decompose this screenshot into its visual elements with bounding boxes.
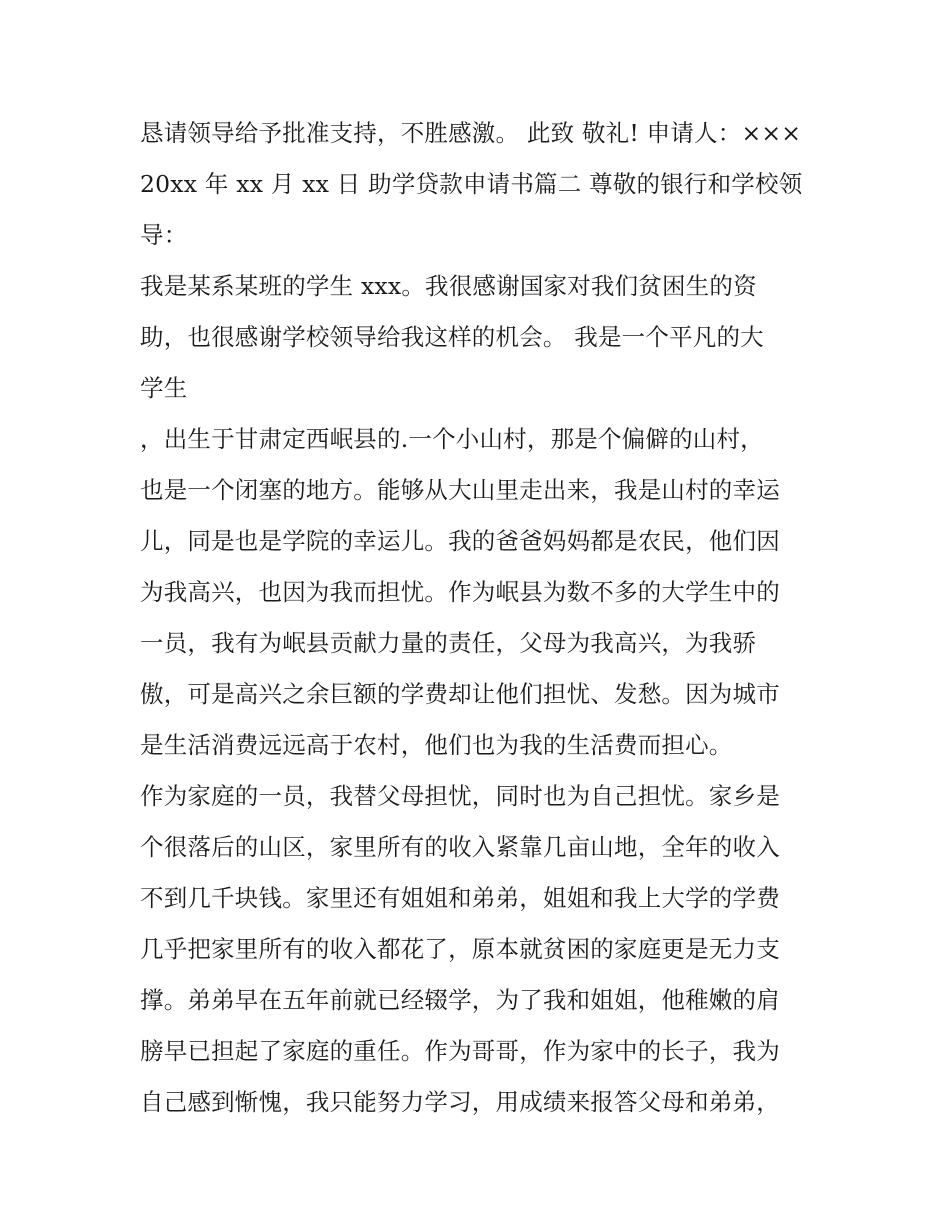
text-line: 个很落后的山区，家里所有的收入紧靠几亩山地，全年的收入 — [140, 833, 780, 861]
text-line: 自己感到惭愧，我只能努力学习，用成绩来报答父母和弟弟， — [140, 1088, 780, 1116]
text-line: 膀早已担起了家庭的重任。作为哥哥，作为家中的长子，我为 — [140, 1037, 780, 1065]
text-line: 儿，同是也是学院的幸运儿。我的爸爸妈妈都是农民，他们因 — [140, 527, 780, 555]
text-line: 恳请领导给予批准支持，不胜感激。 此致 敬礼! 申请人：××× — [140, 119, 802, 147]
text-line: 不到几千块钱。家里还有姐姐和弟弟，姐姐和我上大学的学费 — [140, 884, 780, 912]
text-line: 为我高兴，也因为我而担忧。作为岷县为数不多的大学生中的 — [140, 578, 780, 606]
text-line: 也是一个闭塞的地方。能够从大山里走出来，我是山村的幸运 — [140, 476, 780, 504]
document-body — [140, 108, 820, 1128]
text-line: 一员，我有为岷县贡献力量的责任，父母为我高兴，为我骄 — [140, 629, 757, 657]
text-line: 傲，可是高兴之余巨额的学费却让他们担忧、发愁。因为城市 — [140, 680, 780, 708]
text-line: 导： — [140, 221, 188, 249]
text-line: 20xx 年 xx 月 xx 日 助学贷款申请书篇二 尊敬的银行和学校领 — [140, 170, 803, 198]
text-line: 是生活消费远远高于农村，他们也为我的生活费而担心。 — [140, 731, 733, 759]
text-line: 作为家庭的一员，我替父母担忧，同时也为自己担忧。家乡是 — [140, 782, 780, 810]
text-line: 我是某系某班的学生 xxx。我很感谢国家对我们贫困生的资 — [140, 272, 757, 300]
text-line: 几乎把家里所有的收入都花了，原本就贫困的家庭更是无力支 — [140, 935, 780, 963]
text-line: 撑。弟弟早在五年前就已经辍学，为了我和姐姐，他稚嫩的肩 — [140, 986, 780, 1014]
text-line: 助，也很感谢学校领导给我这样的机会。 我是一个平凡的大 — [140, 323, 764, 351]
text-line: ，出生于甘肃定西岷县的.一个小山村，那是个偏僻的山村， — [140, 425, 764, 453]
text-line: 学生 — [140, 374, 188, 402]
